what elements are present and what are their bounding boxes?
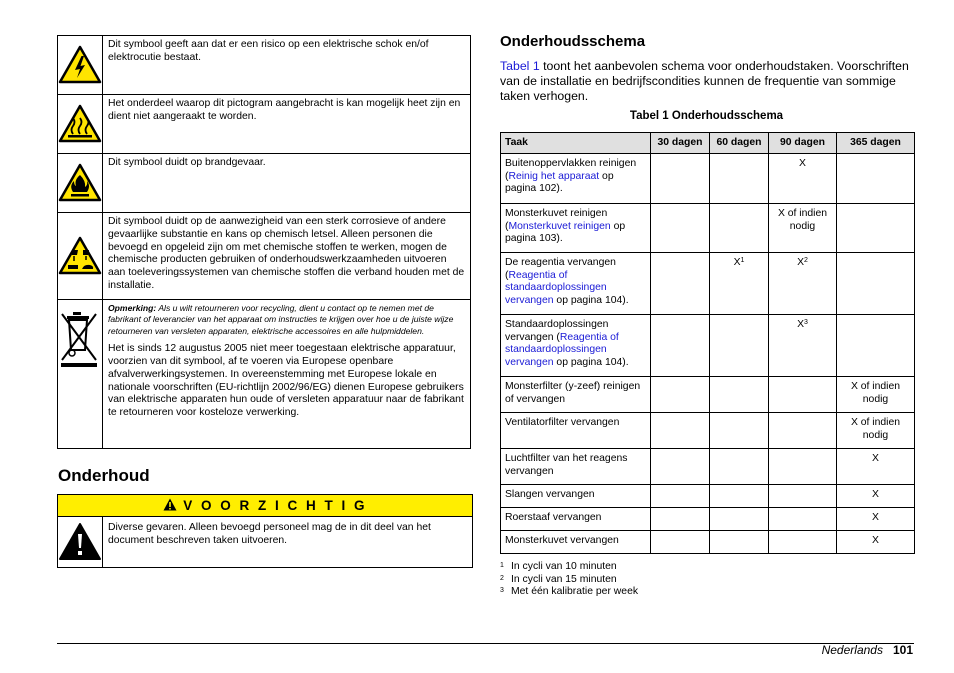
symbol-row bbox=[58, 154, 471, 213]
task-cell: Monsterfilter (y-zeef) reinigen of vervangen bbox=[501, 377, 651, 413]
cell-365: X bbox=[837, 449, 915, 485]
footnote bbox=[500, 573, 638, 587]
cell-365: X bbox=[837, 508, 915, 531]
table-row bbox=[501, 204, 915, 253]
cell-90 bbox=[769, 449, 837, 485]
task-text-post: op pagina 102). bbox=[505, 170, 614, 195]
symbol-description: Het onderdeel waarop dit pictogram aangebracht is kan mogelijk heet zijn en dient niet aangeraakt te worden. bbox=[103, 95, 471, 154]
table-row bbox=[501, 377, 915, 413]
cell-90 bbox=[769, 508, 837, 531]
footnote-ref: 1 bbox=[740, 257, 745, 264]
symbol-row bbox=[58, 300, 471, 449]
symbol-row bbox=[58, 213, 471, 300]
cell-90 bbox=[769, 377, 837, 413]
page-number: 101 bbox=[892, 643, 913, 657]
note-text: Als u wilt retourneren voor recycling, dient u contact op te nemen met de fabrikant of leverancier van het apparaat om instructies te krijgen over hoe u de juiste wijze retourneren van versleten apparaten, elektrische accessoires en alle hulpmiddelen. bbox=[108, 303, 454, 336]
footnote-ref: 2 bbox=[804, 257, 808, 264]
recycling-note bbox=[108, 303, 465, 337]
footnotes bbox=[500, 561, 639, 599]
symbol-icon-cell bbox=[58, 95, 103, 154]
note-label: Opmerking: bbox=[108, 303, 157, 313]
cell-60 bbox=[710, 204, 769, 253]
safety-symbols-table bbox=[57, 35, 471, 449]
symbol-icon-cell bbox=[58, 213, 103, 300]
task-cell: Roerstaaf vervangen bbox=[501, 508, 651, 531]
task-cell: Monsterkuvet vervangen bbox=[501, 531, 651, 554]
task-text: Buitenoppervlakken reinigen ( bbox=[505, 158, 637, 182]
symbol-row bbox=[58, 36, 471, 95]
task-link[interactable]: Reinig het apparaat bbox=[508, 170, 600, 182]
cell-60 bbox=[710, 413, 769, 449]
cell-30 bbox=[651, 485, 710, 508]
table-link[interactable]: Tabel 1 bbox=[500, 59, 540, 73]
header-365: 365 dagen bbox=[837, 133, 915, 154]
task-cell: Luchtfilter van het reagens vervangen bbox=[501, 449, 651, 485]
cell-value: X bbox=[797, 319, 805, 330]
cell-30 bbox=[651, 315, 710, 377]
symbol-description: Dit symbool geeft aan dat er een risico op een elektrische schok en/of elektrocutie bestaat. bbox=[103, 36, 471, 95]
footnote-number: 2 bbox=[500, 574, 504, 582]
symbol-icon-cell bbox=[58, 36, 103, 95]
weee-text: Het is sinds 12 augustus 2005 niet meer toegestaan elektrische apparatuur, voorzien van dit symbool, af te voeren via Europese openbare afvalverwerkingsystemen. In overeenstemming met Europese lokale en nationale voorschriften (EU-richtlijn 2002/96/EG) dienen Europese gebruikers van elektrische apparaten hun oude of versleten apparatuur naar de fabrikant te retourneren voor kosteloze verwerking. bbox=[108, 343, 464, 419]
symbol-icon-cell bbox=[58, 154, 103, 213]
cell-365 bbox=[837, 154, 915, 204]
cell-365: X of indien nodig bbox=[837, 413, 915, 449]
cell-60 bbox=[710, 531, 769, 554]
table-caption: Tabel 1 Onderhoudsschema bbox=[629, 110, 784, 122]
intro-text: toont het aanbevolen schema voor onderhoudstaken. Voorschriften van de installatie en bedrijfscondities kunnen de frequentie van sommige taken verhogen. bbox=[500, 59, 909, 103]
cell-30 bbox=[651, 154, 710, 204]
table-row bbox=[501, 154, 915, 204]
footnote-text: In cycli van 15 minuten bbox=[511, 573, 617, 585]
task-text-post: op pagina 104). bbox=[553, 294, 629, 306]
cell-365 bbox=[837, 315, 915, 377]
task-text: Monsterkuvet reinigen ( bbox=[505, 208, 608, 232]
table-header-row bbox=[501, 133, 915, 154]
cell-60 bbox=[710, 377, 769, 413]
cell-90 bbox=[769, 253, 837, 315]
cell-90 bbox=[769, 485, 837, 508]
cell-30 bbox=[651, 413, 710, 449]
weee-bin-icon bbox=[58, 308, 102, 368]
cell-30 bbox=[651, 377, 710, 413]
table-row bbox=[501, 413, 915, 449]
symbol-description bbox=[103, 300, 471, 449]
footnote-ref: 3 bbox=[804, 319, 808, 326]
cell-value: X bbox=[797, 257, 805, 268]
cell-90: X of indien nodig bbox=[769, 204, 837, 253]
cell-60 bbox=[710, 154, 769, 204]
cell-60 bbox=[710, 508, 769, 531]
task-cell: Slangen vervangen bbox=[501, 485, 651, 508]
cell-value: X bbox=[733, 257, 741, 268]
cell-30 bbox=[651, 531, 710, 554]
symbol-row bbox=[58, 95, 471, 154]
cell-60 bbox=[710, 253, 769, 315]
task-text-post: op pagina 103). bbox=[505, 220, 626, 245]
header-60: 60 dagen bbox=[710, 133, 769, 154]
footnote-text: In cycli van 10 minuten bbox=[511, 561, 617, 572]
symbol-description: Dit symbool duidt op de aanwezigheid van een sterk corrosieve of andere gevaarlijke substantie en kans op chemisch letsel. Alleen personen die bevoegd en opgeleid zijn om met chemische stoffen te werken, mogen de chemische producten gebruiken of onderhoudswerkzaamheden uitvoeren aan toeleveringssystemen van chemische stoffen die verband houden met de installatie. bbox=[103, 213, 471, 300]
header-task: Taak bbox=[501, 133, 651, 154]
task-text: De reagentia vervangen ( bbox=[505, 257, 616, 281]
corrosive-icon bbox=[58, 236, 102, 276]
fire-icon bbox=[58, 163, 102, 203]
cell-365 bbox=[837, 253, 915, 315]
caution-icon-cell bbox=[58, 517, 103, 567]
cell-90 bbox=[769, 413, 837, 449]
warning-triangle-icon bbox=[163, 498, 177, 511]
task-link[interactable]: Reagentia of standaardoplossingen vervangen bbox=[505, 269, 607, 306]
header-90: 90 dagen bbox=[769, 133, 837, 154]
schedule-intro bbox=[500, 59, 916, 104]
table-row bbox=[501, 253, 915, 315]
caution-text: Diverse gevaren. Alleen bevoegd personeel mag de in dit deel van het document beschreven taken uitvoeren. bbox=[108, 522, 431, 546]
task-text-post: op pagina 104). bbox=[553, 356, 629, 368]
symbol-icon-cell bbox=[58, 300, 103, 449]
table-row bbox=[501, 531, 915, 554]
caution-body bbox=[58, 517, 472, 567]
electric-shock-icon bbox=[58, 45, 102, 85]
cell-90 bbox=[769, 531, 837, 554]
schedule-title: Onderhoudsschema bbox=[500, 33, 646, 50]
footnote bbox=[500, 561, 638, 574]
section-title: Onderhoud bbox=[58, 466, 150, 485]
caution-box bbox=[57, 494, 473, 568]
footnote-number: 3 bbox=[500, 587, 504, 594]
table-row bbox=[501, 449, 915, 485]
general-hazard-icon bbox=[58, 522, 102, 562]
task-link[interactable]: Reagentia of standaardoplossingen vervangen bbox=[505, 331, 619, 368]
cell-30 bbox=[651, 204, 710, 253]
header-30: 30 dagen bbox=[651, 133, 710, 154]
cell-90 bbox=[769, 315, 837, 377]
task-link[interactable]: Monsterkuvet reinigen bbox=[508, 220, 611, 232]
cell-365: X bbox=[837, 531, 915, 554]
task-cell bbox=[501, 253, 651, 315]
cell-30 bbox=[651, 253, 710, 315]
cell-30 bbox=[651, 449, 710, 485]
cell-30 bbox=[651, 508, 710, 531]
cell-90: X bbox=[769, 154, 837, 204]
cell-365: X bbox=[837, 485, 915, 508]
footnote bbox=[500, 586, 639, 599]
cell-60 bbox=[710, 485, 769, 508]
table-row bbox=[501, 508, 915, 531]
footer-language: Nederlands bbox=[821, 643, 883, 657]
caution-header bbox=[58, 495, 472, 517]
cell-60 bbox=[710, 449, 769, 485]
footnote-text: Met één kalibratie per week bbox=[511, 586, 639, 597]
task-cell bbox=[501, 204, 651, 253]
symbol-description: Dit symbool duidt op brandgevaar. bbox=[103, 154, 471, 213]
footer-divider bbox=[57, 643, 914, 644]
cell-365: X of indien nodig bbox=[837, 377, 915, 413]
page-footer bbox=[822, 643, 913, 657]
task-cell bbox=[501, 154, 651, 204]
hot-surface-icon bbox=[58, 104, 102, 144]
cell-60 bbox=[710, 315, 769, 377]
task-cell: Ventilatorfilter vervangen bbox=[501, 413, 651, 449]
task-text: Standaardoplossingen vervangen ( bbox=[505, 319, 609, 343]
table-row bbox=[501, 485, 915, 508]
cell-365 bbox=[837, 204, 915, 253]
maintenance-table bbox=[500, 132, 915, 554]
footnote-number: 1 bbox=[500, 562, 504, 569]
caution-label: V O O R Z I C H T I G bbox=[183, 498, 368, 513]
task-cell bbox=[501, 315, 651, 377]
table-row bbox=[501, 315, 915, 377]
